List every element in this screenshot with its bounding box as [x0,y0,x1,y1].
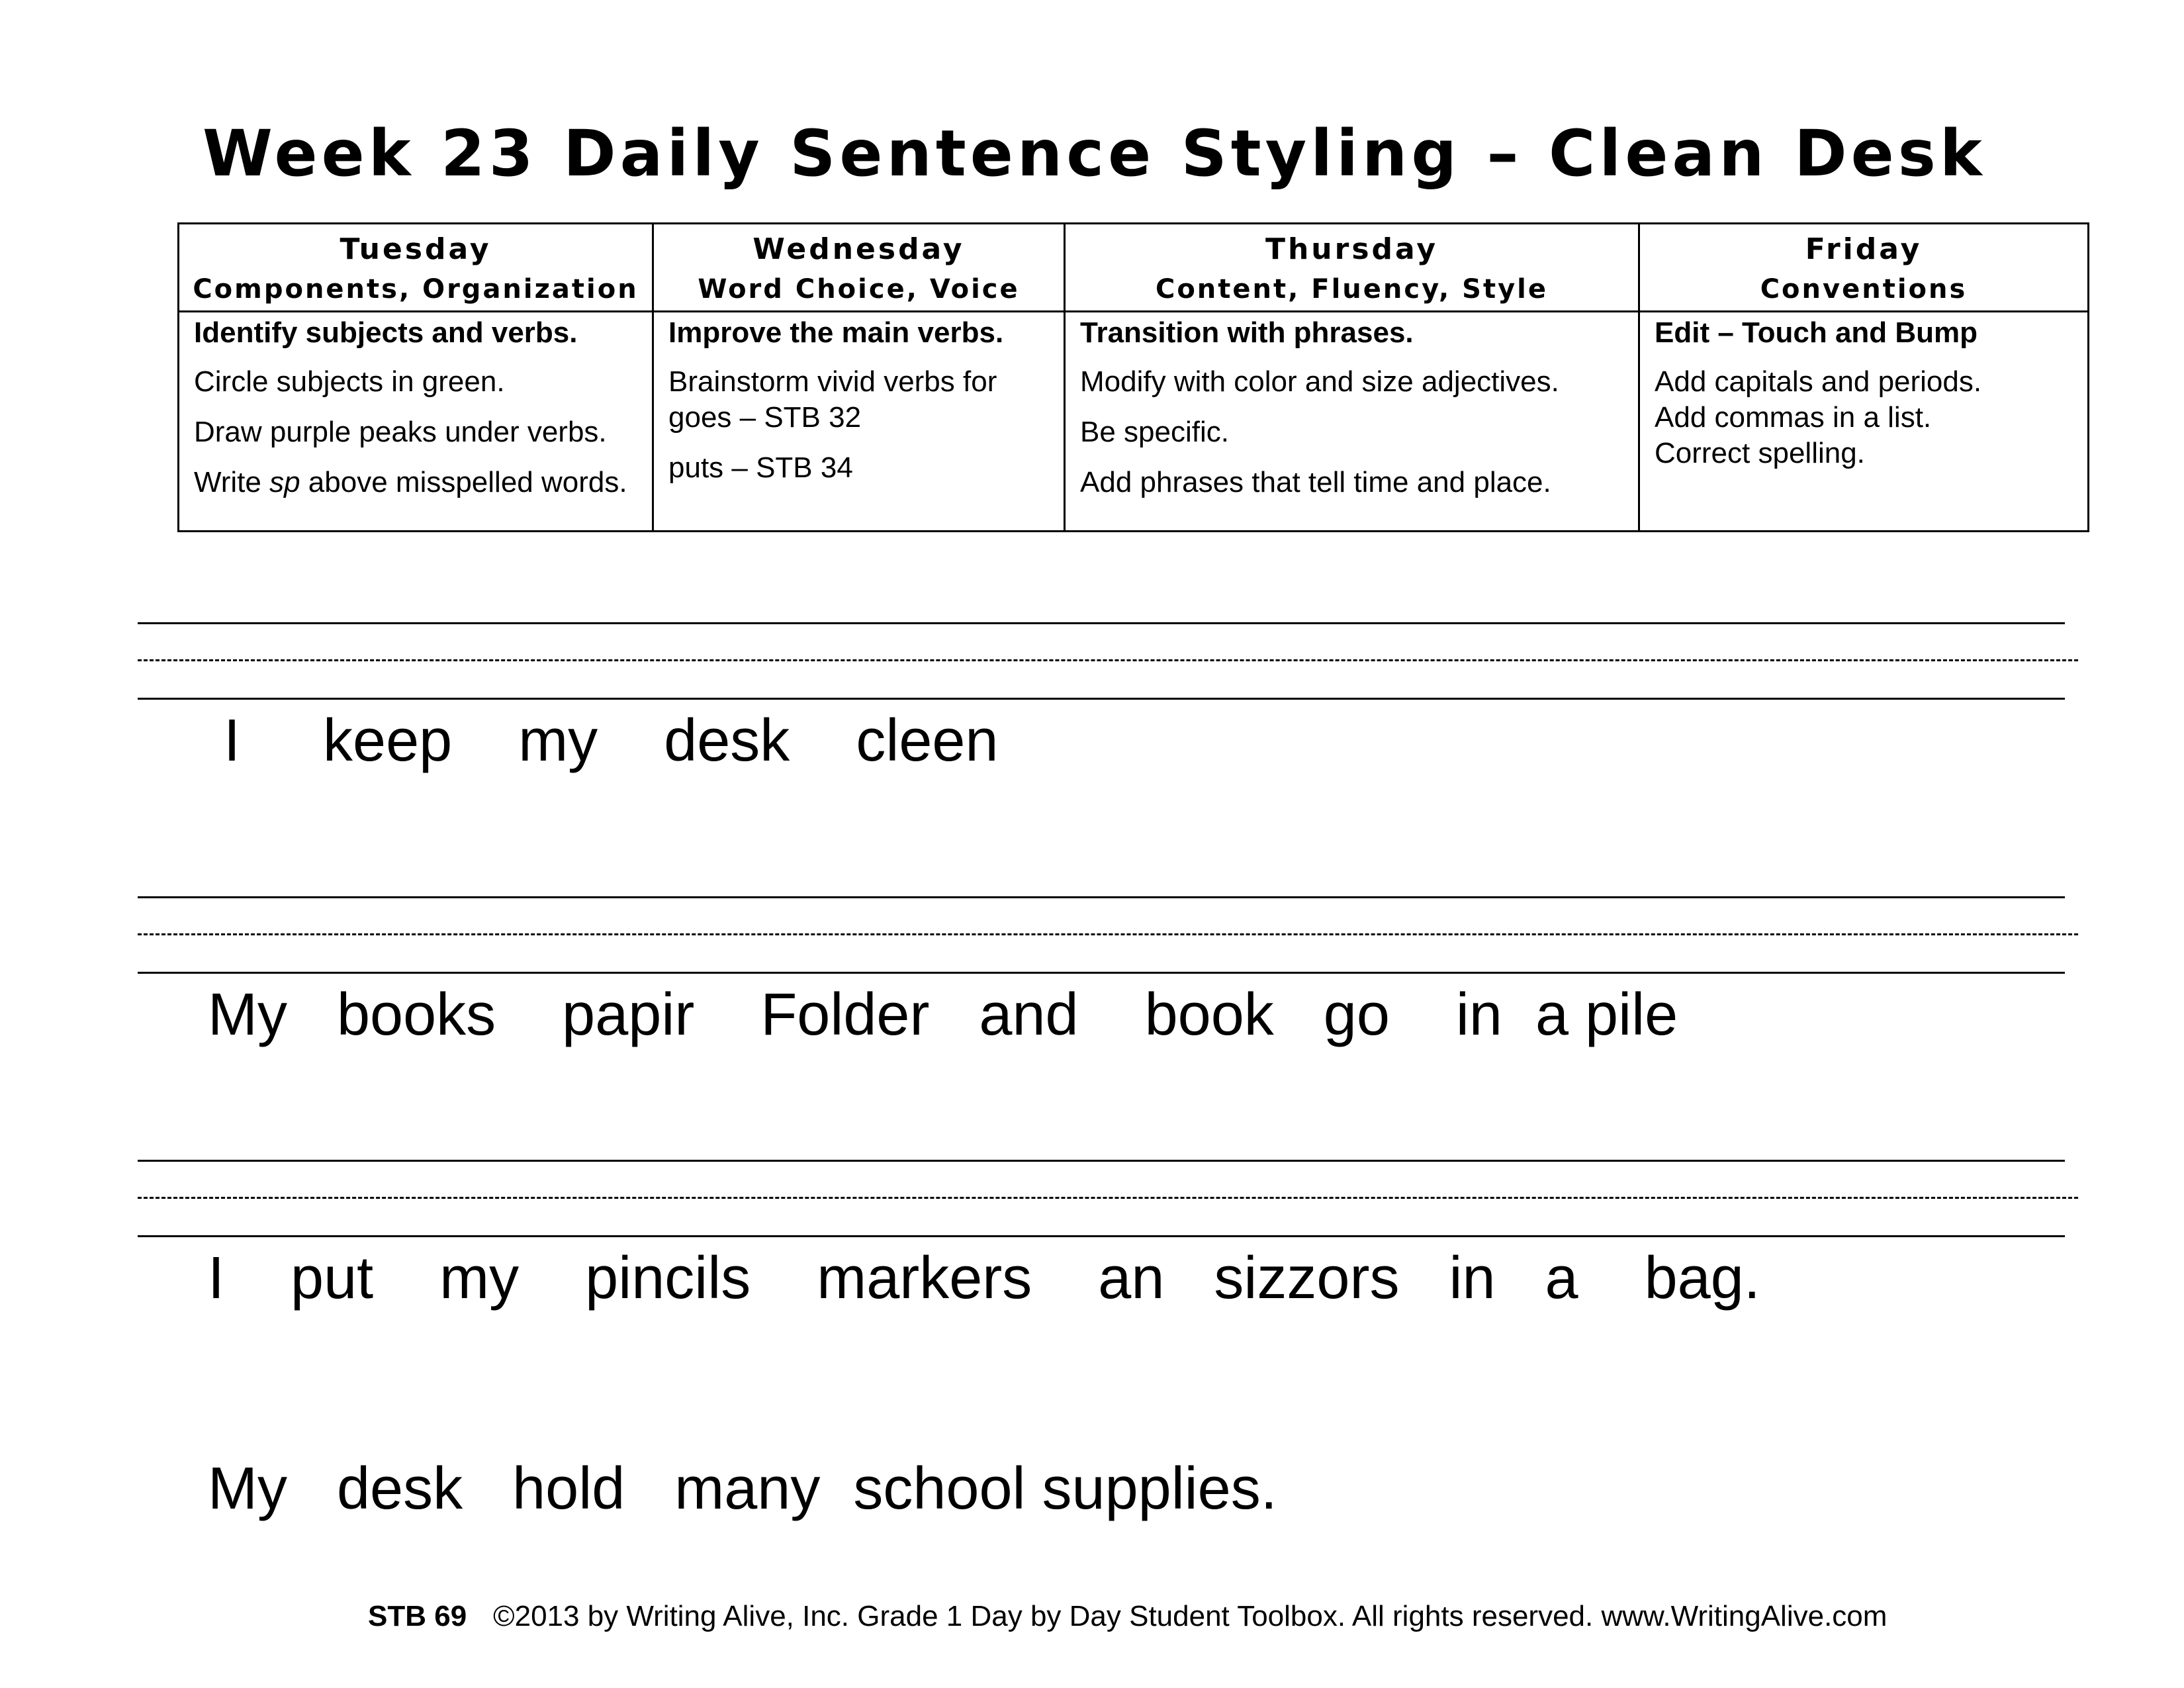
writing-midline [138,933,2078,935]
page-title: Week 23 Daily Sentence Styling – Clean Desk [203,117,1986,191]
body-cell-wednesday [653,312,1065,532]
task-line: Circle subjects in green. [194,365,505,398]
writing-base-line [138,698,2065,700]
practice-sentence: I put my pincils markers an sizzors in a bag. [208,1245,1760,1311]
day-name: Friday [1805,232,1923,266]
header-cell-thursday [1065,224,1639,312]
table-header-row [179,224,2089,312]
day-name: Tuesday [340,232,492,266]
day-focus: Components, Organization [193,274,639,305]
task-line: Add capitals and periods. [1655,365,1982,398]
task-heading: Identify subjects and verbs. [194,316,578,349]
practice-sentence: My desk hold many school supplies. [208,1456,1277,1522]
stb-code: STB 69 [368,1600,467,1632]
task-line: Be specific. [1080,416,1229,448]
writing-base-line [138,1235,2065,1237]
writing-top-line [138,622,2065,624]
task-heading: Improve the main verbs. [668,316,1004,349]
misspelled-marker: sp [269,466,300,498]
header-cell-wednesday [653,224,1065,312]
practice-sentence: I keep my desk cleen [224,708,999,774]
writing-midline [138,1197,2078,1199]
task-line: Brainstorm vivid verbs for goes – STB 32 [668,365,997,434]
copyright-text: ©2013 by Writing Alive, Inc. Grade 1 Day by Day Student Toolbox. All rights reserved. www.WritingAlive.com [493,1600,1888,1632]
day-name: Thursday [1265,232,1439,266]
day-name: Wednesday [752,232,965,266]
writing-midline [138,659,2078,661]
task-line: Correct spelling. [1655,437,1865,469]
day-focus: Conventions [1760,274,1968,305]
header-cell-tuesday [179,224,653,312]
weekly-schedule-table [177,222,2089,532]
task-line: Add phrases that tell time and place. [1080,466,1551,498]
practice-sentence: My books papir Folder and book go in a pile [208,982,1678,1048]
writing-top-line [138,1160,2065,1162]
header-cell-friday [1639,224,2089,312]
body-cell-tuesday [179,312,653,532]
day-focus: Content, Fluency, Style [1155,274,1549,305]
copyright-footer [368,1602,1887,1631]
writing-base-line [138,972,2065,974]
task-heading: Transition with phrases. [1080,316,1414,349]
task-line: puts – STB 34 [668,451,853,484]
body-cell-thursday [1065,312,1639,532]
day-focus: Word Choice, Voice [698,274,1020,305]
body-cell-friday [1639,312,2089,532]
task-heading: Edit – Touch and Bump [1655,316,1978,349]
task-line: Write sp above misspelled words. [194,466,627,498]
table-body-row [179,312,2089,532]
task-line: Draw purple peaks under verbs. [194,416,607,448]
task-line: Add commas in a list. [1655,401,1932,434]
writing-top-line [138,896,2065,898]
task-line: Modify with color and size adjectives. [1080,365,1559,398]
